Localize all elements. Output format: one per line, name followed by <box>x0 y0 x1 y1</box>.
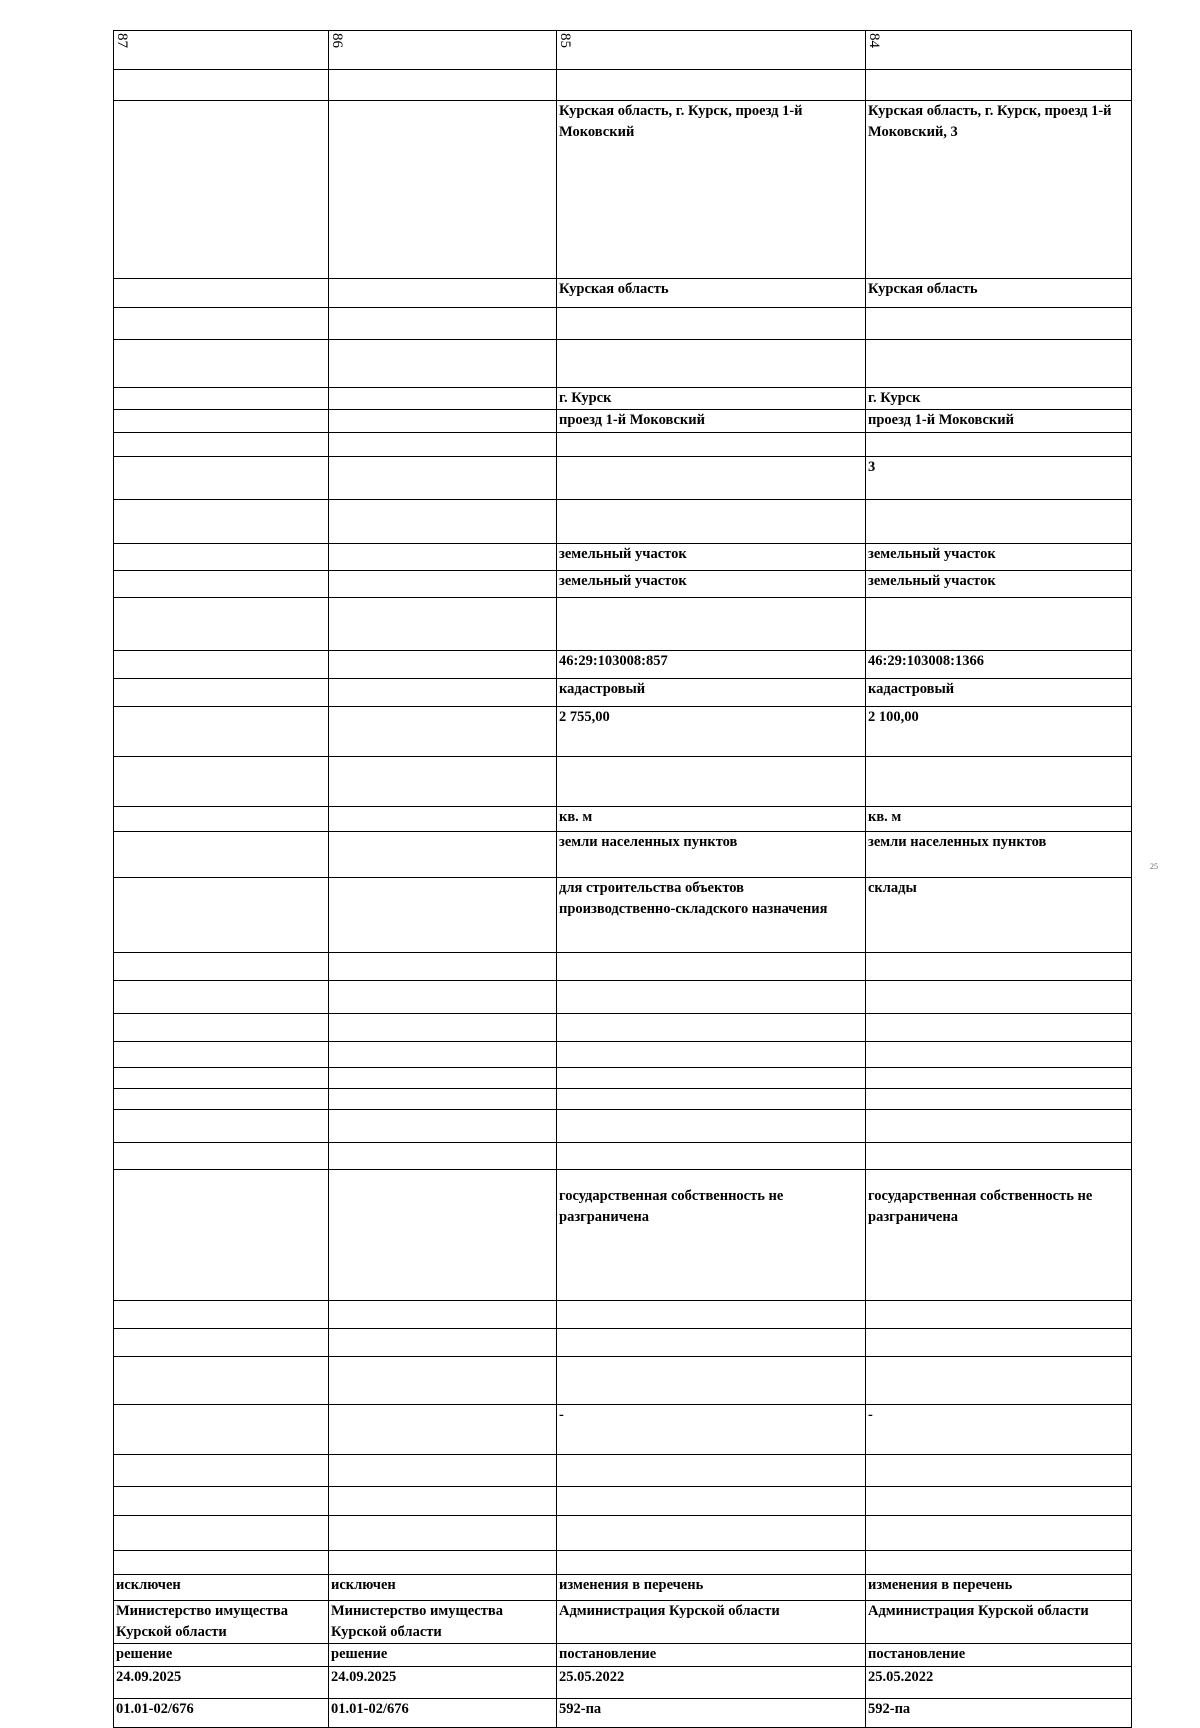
table-row <box>114 832 1132 878</box>
table-cell <box>329 1357 557 1405</box>
table-cell: кв. м <box>866 807 1132 832</box>
table-row <box>114 598 1132 651</box>
table-cell <box>866 1042 1132 1068</box>
table-cell: Министерство имущества Курской области <box>114 1601 329 1644</box>
table-row <box>114 1357 1132 1405</box>
table-row <box>114 1575 1132 1601</box>
table-cell <box>329 1110 557 1143</box>
table-cell <box>329 388 557 410</box>
table-row <box>114 1644 1132 1667</box>
table-row <box>114 308 1132 340</box>
column-number-cell <box>329 31 557 70</box>
table-cell: 3 <box>866 457 1132 500</box>
table-cell <box>557 1551 866 1575</box>
table-cell <box>114 1014 329 1042</box>
table-cell <box>866 1357 1132 1405</box>
table-cell <box>557 1014 866 1042</box>
table-cell <box>114 953 329 981</box>
table-cell <box>866 1551 1132 1575</box>
table-cell: решение <box>114 1644 329 1667</box>
table-cell <box>329 70 557 101</box>
table-row <box>114 1667 1132 1699</box>
column-number: 84 <box>866 33 882 48</box>
table-row <box>114 1042 1132 1068</box>
table-cell <box>114 70 329 101</box>
table-row <box>114 457 1132 500</box>
table-cell <box>329 571 557 598</box>
table-row <box>114 1601 1132 1644</box>
table-cell <box>329 1143 557 1170</box>
table-cell: Курская область <box>866 279 1132 308</box>
table-cell <box>114 981 329 1014</box>
table-cell <box>557 1110 866 1143</box>
table-cell: земельный участок <box>557 571 866 598</box>
table-cell: кадастровый <box>557 679 866 707</box>
table-cell <box>557 757 866 807</box>
table-cell <box>557 1455 866 1487</box>
table-cell <box>114 651 329 679</box>
table-cell <box>557 1089 866 1110</box>
table-cell <box>329 544 557 571</box>
table-cell: Администрация Курской области <box>866 1601 1132 1644</box>
table-cell <box>114 1170 329 1301</box>
table-cell <box>557 598 866 651</box>
table-cell <box>866 1014 1132 1042</box>
table-row <box>114 953 1132 981</box>
table-cell: проезд 1-й Моковский <box>557 410 866 433</box>
table-cell <box>557 1487 866 1516</box>
column-number: 86 <box>329 33 345 48</box>
table-cell <box>114 1487 329 1516</box>
table-cell: земельный участок <box>866 544 1132 571</box>
table-cell <box>114 757 329 807</box>
column-number-cell <box>114 31 329 70</box>
table-cell <box>557 1068 866 1089</box>
table-cell <box>114 832 329 878</box>
table-row <box>114 388 1132 410</box>
table-cell <box>114 457 329 500</box>
table-cell: земельный участок <box>866 571 1132 598</box>
table-cell <box>329 598 557 651</box>
table-row <box>114 1516 1132 1551</box>
table-cell: проезд 1-й Моковский <box>866 410 1132 433</box>
table-cell: 24.09.2025 <box>329 1667 557 1699</box>
table-cell <box>329 953 557 981</box>
table-row <box>114 1089 1132 1110</box>
table-cell <box>329 410 557 433</box>
table-cell <box>329 1089 557 1110</box>
table-row <box>114 757 1132 807</box>
table-cell <box>114 388 329 410</box>
table-cell <box>114 410 329 433</box>
table-cell <box>114 598 329 651</box>
table-cell: - <box>557 1405 866 1455</box>
table-cell <box>329 308 557 340</box>
table-cell <box>866 1143 1132 1170</box>
table-cell: г. Курск <box>557 388 866 410</box>
register-table <box>113 30 1132 1728</box>
table-row <box>114 1170 1132 1301</box>
table-cell: Курская область, г. Курск, проезд 1-й Моковский, 3 <box>866 101 1132 279</box>
table-cell <box>114 707 329 757</box>
table-cell <box>329 1329 557 1357</box>
table-cell: изменения в перечень <box>866 1575 1132 1601</box>
table-row <box>114 1110 1132 1143</box>
table-cell: склады <box>866 878 1132 953</box>
table-cell <box>329 433 557 457</box>
table-cell <box>329 807 557 832</box>
table-cell: 46:29:103008:857 <box>557 651 866 679</box>
table-cell <box>557 981 866 1014</box>
table-cell <box>329 1405 557 1455</box>
table-cell <box>114 1110 329 1143</box>
table-row <box>114 340 1132 388</box>
table-cell <box>557 1301 866 1329</box>
table-cell <box>866 1068 1132 1089</box>
table-cell: кв. м <box>557 807 866 832</box>
table-row <box>114 679 1132 707</box>
table-cell: государственная собственность не разграничена <box>866 1170 1132 1301</box>
table-cell <box>866 1455 1132 1487</box>
table-cell <box>114 433 329 457</box>
table-cell <box>557 308 866 340</box>
table-cell <box>557 1143 866 1170</box>
table-cell: - <box>866 1405 1132 1455</box>
table-cell <box>114 279 329 308</box>
table-cell: постановление <box>557 1644 866 1667</box>
side-page-mark: 25 <box>1150 862 1158 871</box>
table-cell <box>866 598 1132 651</box>
table-cell <box>866 1516 1132 1551</box>
table-row <box>114 1301 1132 1329</box>
table-cell <box>114 1405 329 1455</box>
table-cell: г. Курск <box>866 388 1132 410</box>
table-cell <box>114 1143 329 1170</box>
table-row <box>114 279 1132 308</box>
table-cell <box>329 279 557 308</box>
table-cell <box>114 807 329 832</box>
table-cell: исключен <box>114 1575 329 1601</box>
table-row <box>114 651 1132 679</box>
table-cell: кадастровый <box>866 679 1132 707</box>
table-cell <box>114 308 329 340</box>
table-cell <box>329 1516 557 1551</box>
table-row <box>114 1143 1132 1170</box>
table-row <box>114 1068 1132 1089</box>
table-cell <box>557 457 866 500</box>
table-cell: Курская область <box>557 279 866 308</box>
table-cell <box>866 1110 1132 1143</box>
table-row <box>114 500 1132 544</box>
table-cell <box>114 1042 329 1068</box>
table-cell <box>114 1516 329 1551</box>
table-cell <box>557 1329 866 1357</box>
table-cell: решение <box>329 1644 557 1667</box>
table-row <box>114 433 1132 457</box>
table-cell <box>114 1455 329 1487</box>
table-cell: для строительства объектов производственно-складского назначения <box>557 878 866 953</box>
table-cell <box>557 340 866 388</box>
table-cell: 592-па <box>866 1699 1132 1728</box>
table-cell <box>866 757 1132 807</box>
table-cell <box>329 1301 557 1329</box>
table-cell: изменения в перечень <box>557 1575 866 1601</box>
table-cell <box>866 70 1132 101</box>
column-number: 87 <box>114 33 130 48</box>
register-table-page <box>113 30 1117 1728</box>
table-row <box>114 707 1132 757</box>
table-cell <box>329 1455 557 1487</box>
table-row <box>114 1455 1132 1487</box>
table-cell <box>114 1357 329 1405</box>
table-cell <box>114 679 329 707</box>
table-cell <box>866 953 1132 981</box>
table-cell: 25.05.2022 <box>557 1667 866 1699</box>
table-cell <box>329 101 557 279</box>
column-number: 85 <box>557 33 573 48</box>
table-row <box>114 807 1132 832</box>
table-cell: 592-па <box>557 1699 866 1728</box>
table-cell <box>329 457 557 500</box>
table-cell <box>866 1329 1132 1357</box>
table-cell <box>557 500 866 544</box>
column-number-cell <box>557 31 866 70</box>
table-cell <box>114 571 329 598</box>
table-row <box>114 1405 1132 1455</box>
table-row <box>114 101 1132 279</box>
table-cell <box>866 1089 1132 1110</box>
table-cell <box>329 651 557 679</box>
table-row <box>114 1551 1132 1575</box>
table-cell <box>329 981 557 1014</box>
table-cell: 2 100,00 <box>866 707 1132 757</box>
table-cell <box>557 1042 866 1068</box>
table-cell <box>866 308 1132 340</box>
table-row <box>114 70 1132 101</box>
column-number-row <box>114 31 1132 70</box>
table-cell <box>866 1487 1132 1516</box>
table-cell <box>329 1170 557 1301</box>
table-cell <box>557 70 866 101</box>
table-cell <box>114 878 329 953</box>
table-row <box>114 1487 1132 1516</box>
table-cell <box>557 433 866 457</box>
table-cell: постановление <box>866 1644 1132 1667</box>
table-cell <box>329 1551 557 1575</box>
table-cell: 2 755,00 <box>557 707 866 757</box>
table-cell <box>114 340 329 388</box>
table-cell: Министерство имущества Курской области <box>329 1601 557 1644</box>
table-cell <box>329 757 557 807</box>
table-cell: государственная собственность не разграничена <box>557 1170 866 1301</box>
table-cell <box>329 500 557 544</box>
table-row <box>114 571 1132 598</box>
table-cell <box>866 1301 1132 1329</box>
table-cell <box>866 500 1132 544</box>
table-cell <box>329 707 557 757</box>
table-row <box>114 981 1132 1014</box>
table-cell: исключен <box>329 1575 557 1601</box>
table-cell: земли населенных пунктов <box>557 832 866 878</box>
table-row <box>114 878 1132 953</box>
table-cell <box>329 832 557 878</box>
table-row <box>114 410 1132 433</box>
table-cell: Администрация Курской области <box>557 1601 866 1644</box>
table-cell <box>329 340 557 388</box>
table-row <box>114 544 1132 571</box>
table-cell <box>114 1068 329 1089</box>
table-cell <box>329 1014 557 1042</box>
column-number-cell <box>866 31 1132 70</box>
table-cell <box>329 1068 557 1089</box>
table-cell <box>114 1089 329 1110</box>
table-cell <box>557 1516 866 1551</box>
table-cell <box>114 500 329 544</box>
table-cell <box>329 1042 557 1068</box>
table-row <box>114 1014 1132 1042</box>
table-cell: 25.05.2022 <box>866 1667 1132 1699</box>
table-cell: земли населенных пунктов <box>866 832 1132 878</box>
table-cell <box>866 340 1132 388</box>
table-cell <box>557 953 866 981</box>
table-cell: 46:29:103008:1366 <box>866 651 1132 679</box>
table-cell <box>866 433 1132 457</box>
table-row <box>114 1329 1132 1357</box>
table-cell <box>114 101 329 279</box>
table-cell <box>329 1487 557 1516</box>
table-cell <box>329 878 557 953</box>
table-cell <box>329 679 557 707</box>
table-cell <box>114 1329 329 1357</box>
table-cell <box>114 1301 329 1329</box>
table-cell <box>114 544 329 571</box>
table-cell: 24.09.2025 <box>114 1667 329 1699</box>
table-cell <box>866 981 1132 1014</box>
table-cell <box>557 1357 866 1405</box>
table-cell: 01.01-02/676 <box>329 1699 557 1728</box>
table-cell: земельный участок <box>557 544 866 571</box>
table-cell <box>114 1551 329 1575</box>
table-cell: Курская область, г. Курск, проезд 1-й Моковский <box>557 101 866 279</box>
table-cell: 01.01-02/676 <box>114 1699 329 1728</box>
